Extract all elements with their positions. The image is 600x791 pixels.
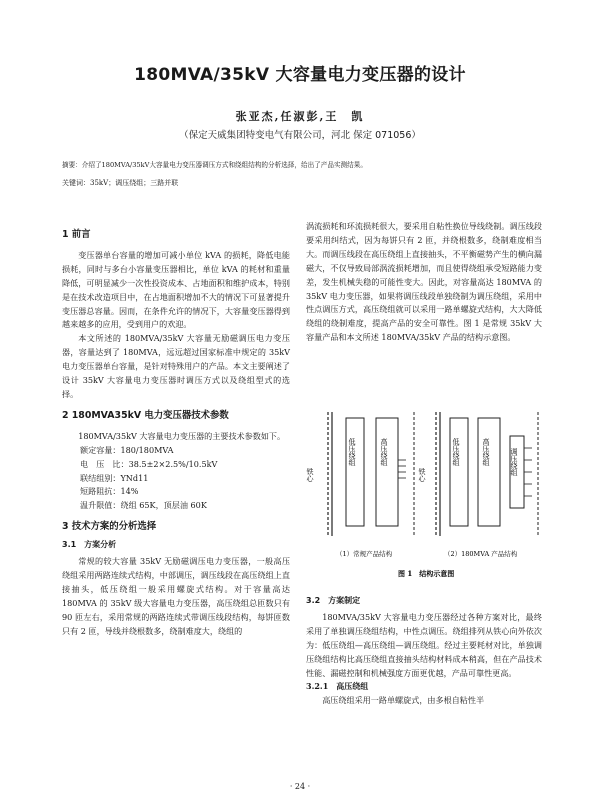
label-tap-2: 调压绕组 — [510, 448, 518, 476]
authors: 张亚杰,任淑彭,王 凯 — [235, 110, 365, 123]
affiliation: （保定天威集团特变电气有限公司，河北 保定 071056） — [179, 130, 421, 141]
right-column-top — [306, 220, 542, 345]
label-hv-1: 高压绕组 — [380, 438, 388, 466]
figure-conventional-structure — [306, 412, 414, 536]
label-lv-2: 低压绕组 — [452, 438, 460, 466]
label-lv-1: 低压绕组 — [348, 438, 356, 466]
paper-title: 180MVA/35kV 大容量电力变压器的设计 — [134, 65, 466, 85]
section-1-para-2: 本文所述的 180MVA/35kV 大容量无励磁调压电力变压器，容量达到了 180MVA，远远超过国家标准中规定的 35kV 电力变压器单台容量，是针对特殊用户的产品。本文主要阐述了设计 35kV 大容量电力变压器时调压方式以及绕组型式的选择。 — [62, 333, 290, 399]
subcaption-conventional: （1）常规产品结构 — [336, 550, 393, 558]
param-rated-capacity: 额定容量：180/180MVA — [80, 444, 174, 455]
section-3-2-heading: 3.2 方案制定 — [306, 596, 361, 605]
label-iron-core-2: 铁心 — [418, 468, 426, 482]
param-connection-group: 联结组别：YNd11 — [80, 472, 149, 483]
lv-winding-2 — [450, 418, 468, 526]
section-3-2-para-1: 180MVA/35kV 大容量电力变压器经过各种方案对比，最终采用了单独调压绕组结构，中性点调压。绕组排列从铁心向外依次为：低压绕组—高压绕组—调压绕组。经过主要耗材对比，单独调压绕组结构比高压绕组直接抽头结构材料成本稍高，但在产品技术性能、漏磁控制和机械强度方面更优越，产品可靠性更高。 — [306, 611, 542, 678]
section-3-1-heading: 3.1 方案分析 — [62, 540, 117, 550]
param-voltage-ratio: 电 压 比：38.5±2×2.5%/10.5kV — [80, 458, 218, 469]
label-hv-2: 高压绕组 — [482, 438, 490, 466]
section-2-heading: 2 180MVA35kV 电力变压器技术参数 — [62, 409, 229, 421]
keywords: 关键词：35kV；调压绕组；三路并联 — [62, 179, 179, 187]
page-number: · 24 · — [289, 782, 311, 791]
hv-winding-2 — [478, 418, 500, 526]
figure-180mva-structure — [418, 412, 539, 536]
section-1-heading: 1 前言 — [62, 229, 91, 240]
figure-1-caption: 图 1 结构示意图 — [398, 569, 455, 578]
section-3-2-1-heading: 3.2.1 高压绕组 — [306, 681, 369, 692]
section-3-2-1-para-1: 高压绕组采用一路单螺旋式，由多根自粘性半 — [322, 695, 485, 706]
label-iron-core-1: 铁心 — [306, 468, 314, 482]
right-para-1: 涡流损耗和环流损耗很大，要采用自粘性换位导线绕制。调压线段要采用纠结式，因为每饼只有 2 匝，并绕根数多，绕制难度相当大。而调压线段在高压绕组上直接抽头，不平衡磁势产生的横向漏磁大，不仅导致局部涡流损耗增加，而且使得绕组承受短路能力变差，发生机械失稳的可能性变大。因此，对容量高达 180MVA 的 35kV 电力变压器，如果将调压线段单独绕制为调压绕组，采用中性点调压方式，高压绕组就可以采用一路单螺旋式结构，大大降低绕组的绕制难度，提高产品的安全可靠性。图 1 是常规 35kV 大容量产品和本文所述 180MVA/35kV 产品的结构示意图。 — [306, 221, 542, 343]
hv-winding-1 — [376, 418, 398, 526]
abstract: 摘要：介绍了180MVA/35kV大容量电力变压器调压方式和绕组结构的分析选择，给出了产品实测结果。 — [62, 161, 367, 169]
param-short-circuit-impedance: 短路阻抗：14% — [80, 486, 139, 497]
section-3-heading: 3 技术方案的分析选择 — [62, 521, 157, 533]
left-column — [62, 228, 290, 638]
right-column-bottom — [306, 594, 542, 708]
section-2-intro: 180MVA/35kV 大容量电力变压器的主要技术参数如下。 — [78, 430, 286, 441]
figure-1-structure-diagram — [306, 408, 546, 580]
param-temperature-rise: 温升限值：绕组 65K，顶层油 60K — [80, 500, 207, 511]
subcaption-180mva: （2）180MVA 产品结构 — [444, 550, 518, 558]
section-1-para-1: 变压器单台容量的增加可减小单位 kVA 的损耗，降低电能损耗，同时与多台小容量变压器相比，单位 kVA 的耗材和重量降低，可明显减少一次性投资成本、占地面积和维护成本，特别是在技术改造项目中，在占地面积增加不大的情况下可显著提升变压器总容量。因而，在条件允许的情况下，大容量变压器得到越来越多的应用，受到用户的欢迎。 — [62, 249, 290, 330]
section-3-1-para-1: 常规的较大容量 35kV 无励磁调压电力变压器，一般高压绕组采用两路连续式结构，中部调压，调压线段在高压绕组上直接抽头，低压绕组一般采用螺旋式结构。对于容量高达 180MVA 的 35kV 级大容量电力变压器，高压绕组总匝数只有 90 匝左右，采用常规的两路连续式带调压线段结构，每饼匝数只有 2 匝，导线并绕根数多，绕制难度大，绕组的 — [62, 556, 290, 636]
lv-winding-1 — [346, 418, 364, 526]
